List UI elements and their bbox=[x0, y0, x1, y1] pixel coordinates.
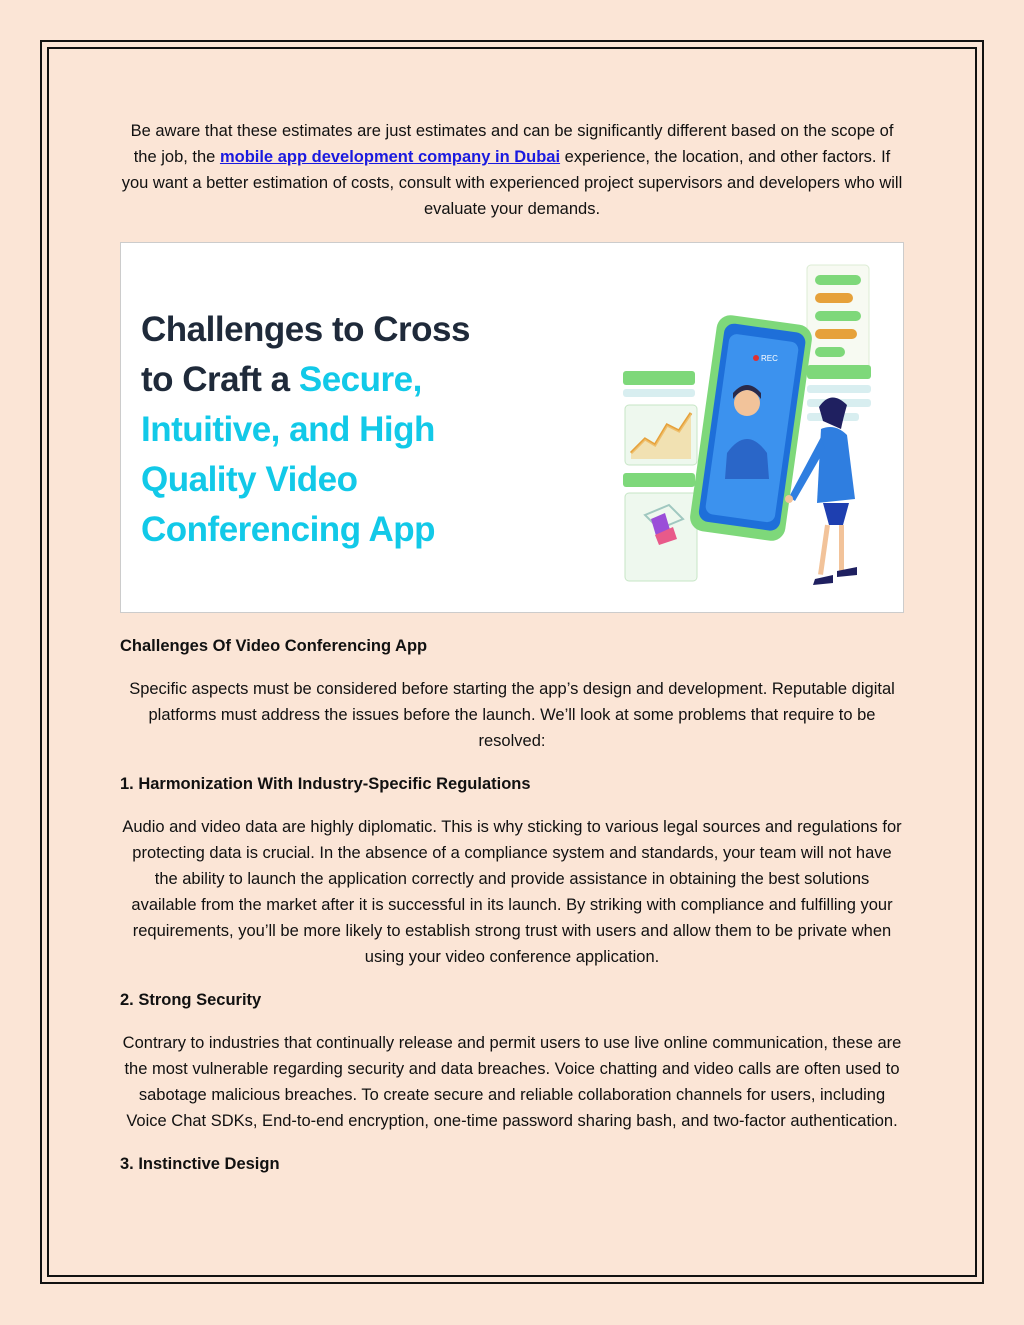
smartphone-icon bbox=[688, 313, 813, 542]
hero-title-line3: Intuitive, and High bbox=[141, 410, 435, 449]
item-3-heading: 3. Instinctive Design bbox=[120, 1155, 280, 1173]
hero-banner-image bbox=[120, 242, 904, 613]
section-heading: Challenges Of Video Conferencing App bbox=[120, 637, 428, 655]
document-body bbox=[120, 118, 904, 1177]
item-2-heading: 2. Strong Security bbox=[120, 991, 262, 1009]
progress-card-icon bbox=[807, 265, 869, 375]
hero-title-line1: Challenges to Cross bbox=[141, 310, 470, 349]
intro-paragraph bbox=[120, 118, 904, 222]
item-1-body: Audio and video data are highly diplomatic. This is why sticking to various legal sources and regulations for protecting data is crucial. In the absence of a compliance system and standards, your team will not have the ability to launch the application correctly and provide assistance in obtaining the best solutions available from the market after it is successful in its launch. By striking with compliance and fulfilling your requirements, you’ll be more likely to establish strong trust with users and allow them to be private when using your video conference application. bbox=[122, 818, 902, 966]
section-intro-paragraph: Specific aspects must be considered before starting the app’s design and development. Reputable digital platforms must address the issues before the launch. We’ll look at some problems that require to be resolved: bbox=[129, 680, 895, 750]
hero-title-line2: to Craft a Secure, bbox=[141, 360, 422, 399]
hero-title-line5: Conferencing App bbox=[141, 510, 436, 549]
intro-text-part1: Be aware that these estimates are just estimates and can be significantly different based on the scope of the job, the bbox=[130, 122, 894, 166]
item-2-body: Contrary to industries that continually release and permit users to use live online communication, these are the most vulnerable regarding security and data breaches. Voice chatting and video calls are often used to sabotage malicious breaches. To create secure and reliable collaboration channels for users, including Voice Chat SDKs, End-to-end encryption, one-time password sharing bash, and two-factor authentication. bbox=[122, 1034, 902, 1130]
hero-title-line4: Quality Video bbox=[141, 460, 358, 499]
hero-title bbox=[141, 305, 470, 555]
mobile-app-company-link[interactable]: mobile app development company in Dubai bbox=[219, 148, 561, 166]
video-call-illustration bbox=[611, 253, 901, 603]
rec-label: REC bbox=[761, 354, 778, 363]
cube-card-icon bbox=[623, 473, 697, 581]
item-1-heading: 1. Harmonization With Industry-Specific Regulations bbox=[120, 775, 531, 793]
chart-card-icon bbox=[623, 371, 697, 465]
intro-text-part2: experience, the location, and other factors. If you want a better estimation of costs, consult with experienced project supervisors and developers who will evaluate your demands. bbox=[121, 148, 903, 218]
